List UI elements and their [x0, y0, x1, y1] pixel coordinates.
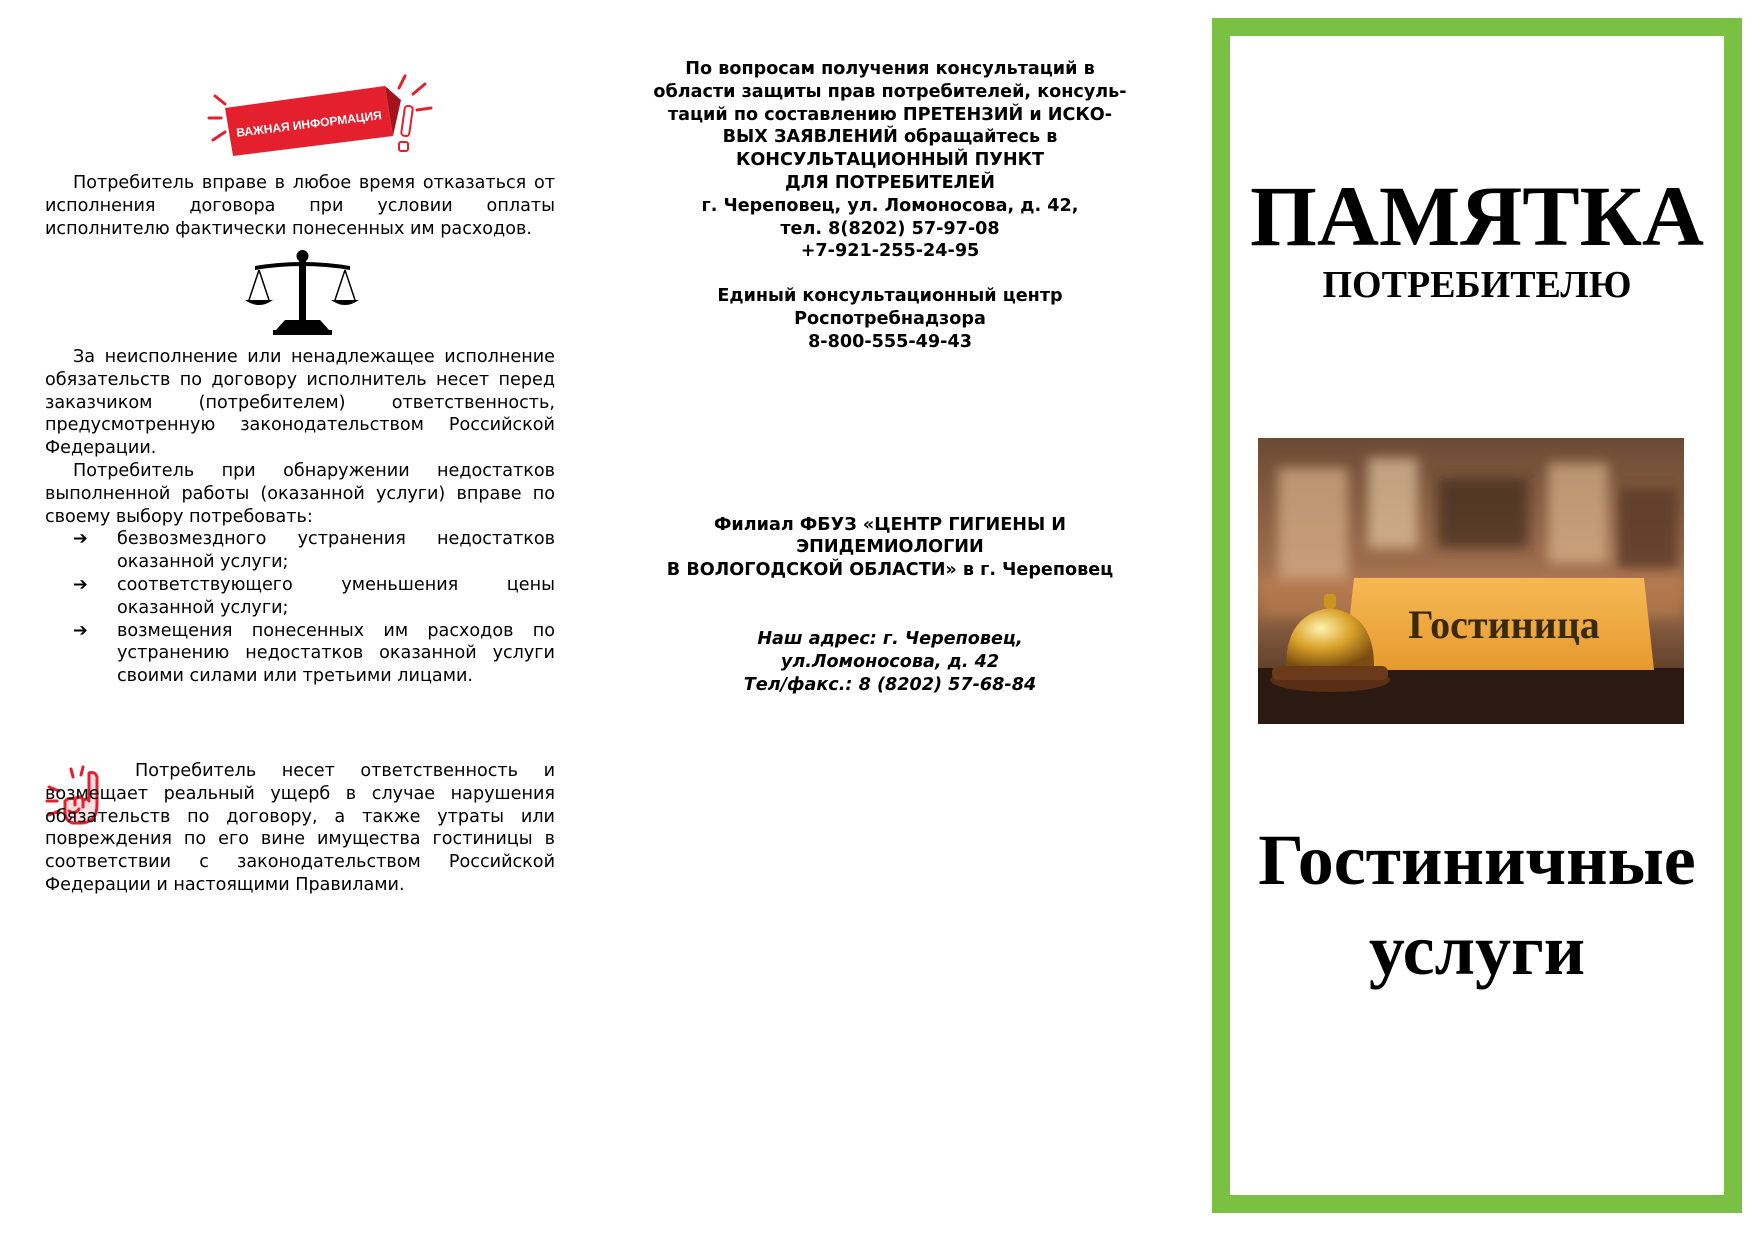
fax-line: Тел/факс.: 8 (8202) 57-68-84 [743, 674, 1037, 695]
damage-block [45, 760, 555, 897]
unified-center-line: Роспотребнадзора [794, 308, 986, 329]
consult-mobile: +7-921-255-24-95 [800, 241, 980, 262]
list-item-text: возмещения понесенных им расходов по устранению недостатков оказанной услуги своими силами или третьими лицами. [117, 620, 555, 687]
middle-column [620, 58, 1160, 696]
address-line: Наш адрес: г. Череповец, [757, 628, 1023, 649]
branch-line: ЭПИДЕМИОЛОГИИ [796, 537, 984, 558]
cover-service-line: Гостиничные [1258, 820, 1696, 900]
arrow-right-icon: ➔ [73, 620, 88, 641]
important-info-badge [205, 68, 435, 168]
list-item [45, 574, 555, 620]
list-item-text: соответствующего уменьшения цены оказанной услуги; [117, 574, 555, 618]
refusal-paragraph: Потребитель вправе в любое время отказаться от исполнения договора при условии оплаты исполнителю фактически понесенных им расходов. [45, 173, 555, 239]
badge-label: ВАЖНАЯ ИНФОРМАЦИЯ [235, 108, 383, 140]
cover-service-title [1230, 815, 1724, 995]
consult-line: области защиты прав потребителей, консуль- [653, 81, 1127, 102]
list-item [45, 528, 555, 574]
branch-line: В ВОЛОГОДСКОЙ ОБЛАСТИ» в г. Череповец [666, 560, 1114, 581]
hotel-reception-picture [1258, 438, 1684, 724]
defects-paragraph: Потребитель при обнаружении недостатков выполненной работы (оказанной услуги) вправе по своему выбору потребовать: [45, 460, 555, 527]
branch-block [620, 514, 1160, 582]
consult-phone: тел. 8(8202) 57-97-08 [780, 218, 1000, 239]
list-item-text: безвозмездного устранения недостатков оказанной услуги; [117, 529, 555, 573]
cover-subtitle: ПОТРЕБИТЕЛЮ [1322, 264, 1632, 306]
list-item [45, 620, 555, 688]
unified-center-block [620, 285, 1160, 353]
exclamation-icon [399, 106, 413, 151]
arrow-right-icon: ➔ [73, 574, 88, 595]
damage-paragraph: Потребитель несет ответственность и возмещает реальный ущерб в случае нарушения обязательств по договору, а также утраты или повреждения по его вине имущества гостиницы в соответствии с законодательством Российской Федерации и настоящими Правилами. [45, 761, 555, 895]
consult-line: По вопросам получения консультаций в [685, 59, 1095, 79]
cover-title: ПАМЯТКА [1249, 168, 1705, 264]
cover-service-line: услуги [1368, 910, 1586, 990]
hotel-sign-text: Гостиница [1408, 602, 1600, 647]
responsibility-paragraph: За неисполнение или ненадлежащее исполнение обязательств по договору исполнитель несет перед заказчиком (потребителем) ответственность, предусмотренную законодательством Российской Федерации. [45, 347, 555, 459]
scales-icon [245, 248, 360, 336]
arrow-right-icon: ➔ [73, 529, 88, 550]
unified-center-phone: 8-800-555-49-43 [808, 331, 972, 352]
consult-line: ДЛЯ ПОТРЕБИТЕЛЕЙ [784, 172, 996, 193]
consult-address: г. Череповец, ул. Ломоносова, д. 42, [701, 195, 1079, 216]
hotel-reception-image [1258, 438, 1684, 724]
consult-line: ВЫХ ЗАЯВЛЕНИЙ обращайтесь в [722, 127, 1058, 148]
unified-center-line: Единый консультационный центр [717, 286, 1063, 307]
address-line: ул.Ломоносова, д. 42 [780, 651, 1000, 672]
consultation-block [620, 58, 1160, 263]
branch-line: Филиал ФБУЗ «ЦЕНТР ГИГИЕНЫ И [713, 514, 1067, 535]
consult-line: КОНСУЛЬТАЦИОННЫЙ ПУНКТ [735, 150, 1045, 171]
responsibility-block [45, 346, 555, 688]
address-block [620, 628, 1160, 696]
consult-line: таций по составлению ПРЕТЕНЗИЙ и ИСКО- [667, 104, 1113, 125]
